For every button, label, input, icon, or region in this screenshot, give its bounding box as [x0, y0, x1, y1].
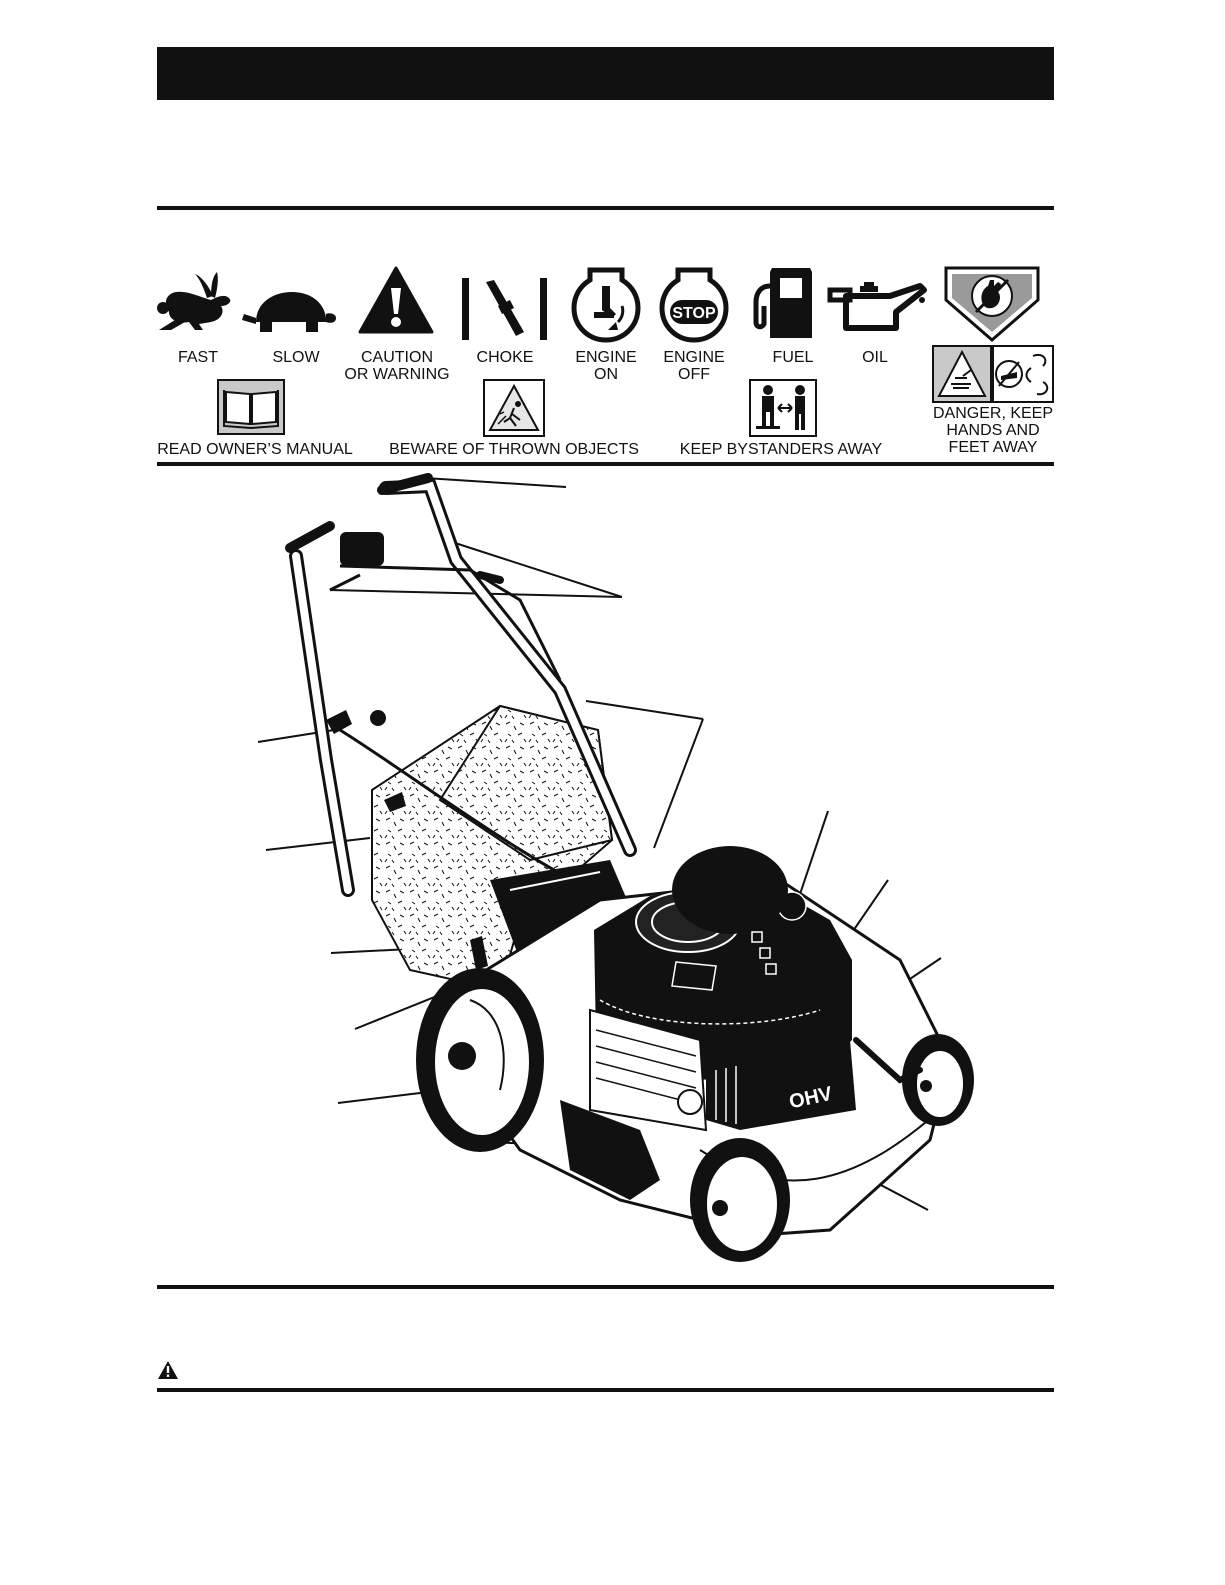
fuel-pump-icon — [752, 266, 816, 340]
caution-label-line1: CAUTION — [361, 349, 433, 366]
hand-warning-icon — [944, 266, 1040, 342]
caution-label — [340, 349, 454, 383]
rear-left-wheel — [416, 968, 544, 1152]
danger-line3: FEET AWAY — [948, 439, 1038, 456]
bystanders-label: KEEP BYSTANDERS AWAY — [679, 441, 883, 458]
bystanders-icon — [750, 380, 816, 436]
front-right-wheel — [902, 1034, 974, 1126]
choke-label: CHOKE — [476, 349, 534, 366]
oil-can-icon — [830, 282, 926, 334]
mower-illustration — [0, 466, 1225, 1285]
front-left-wheel — [690, 1138, 790, 1262]
section-header-bar — [157, 47, 1054, 100]
read-manual-label: READ OWNER’S MANUAL — [157, 441, 353, 458]
engine-off-line1: ENGINE — [663, 349, 725, 366]
thrown-objects-label: BEWARE OF THROWN OBJECTS — [389, 441, 639, 458]
caution-triangle-icon — [358, 266, 434, 336]
danger-hands-feet-icon — [933, 346, 1053, 402]
fuel-label: FUEL — [772, 349, 814, 366]
turtle-icon — [242, 288, 336, 334]
engine-off-icon — [660, 266, 728, 342]
engine-on-line1: ENGINE — [575, 349, 637, 366]
engine-badge: OHV — [787, 1082, 835, 1114]
slow-label: SLOW — [272, 349, 320, 366]
stop-text: STOP — [672, 305, 716, 322]
danger-line1: DANGER, KEEP — [932, 405, 1054, 422]
rear-right-wheel — [672, 846, 788, 934]
choke-icon — [462, 278, 548, 340]
danger-line2: HANDS AND — [946, 422, 1040, 439]
engine-on-line2: ON — [594, 366, 618, 383]
divider-warning — [157, 1388, 1054, 1392]
fast-label: FAST — [177, 349, 218, 366]
manual-book-icon — [218, 380, 284, 434]
caution-label-line2: OR WARNING — [344, 366, 450, 383]
thrown-objects-icon — [484, 380, 544, 436]
oil-label: OIL — [862, 349, 888, 366]
warning-triangle-icon — [157, 1360, 179, 1380]
engine-on-icon — [572, 266, 640, 342]
rabbit-icon — [155, 272, 235, 334]
engine-on-label — [566, 349, 646, 383]
engine-off-line2: OFF — [678, 366, 710, 383]
danger-label — [924, 405, 1062, 456]
engine-off-label — [654, 349, 734, 383]
divider-top — [157, 206, 1054, 210]
divider-bottom — [157, 1285, 1054, 1289]
